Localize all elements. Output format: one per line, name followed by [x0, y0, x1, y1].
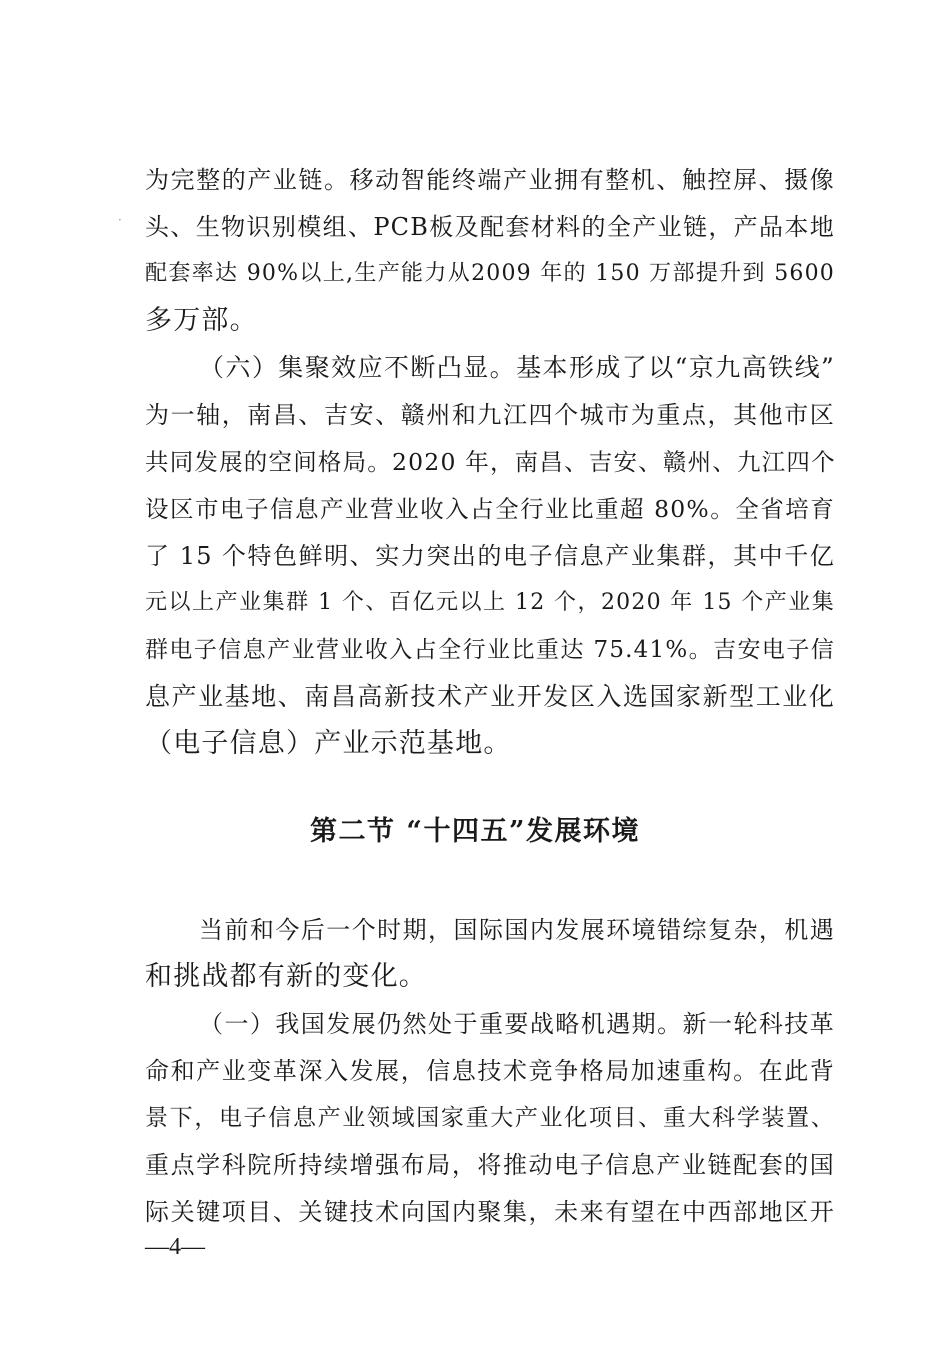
text-line: 群电子信息产业营业收入占全行业比重达 75.41%。吉安电子信 — [145, 637, 835, 663]
text-line: 景下，电子信息产业领域国家重大产业化项目、重大科学装置、 — [145, 1105, 835, 1131]
page-number: —4— — [145, 1234, 205, 1260]
text-line: 重点学科院所持续增强布局，将推动电子信息产业链配套的国 — [145, 1151, 835, 1179]
section-heading: 第二节 “十四五”发展环境 — [310, 816, 640, 847]
text-line: 息产业基地、南昌高新技术产业开发区入选国家新型工业化 — [145, 682, 835, 711]
text-line: 了 15 个特色鲜明、实力突出的电子信息产业集群，其中千亿 — [145, 542, 835, 570]
text-line: （一）我国发展仍然处于重要战略机遇期。新一轮科技革 — [199, 1010, 835, 1038]
text-line: 当前和今后一个时期，国际国内发展环境错综复杂，机遇 — [199, 916, 835, 944]
text-line: 头、生物识别模组、PCB板及配套材料的全产业链，产品本地 — [145, 213, 835, 241]
text-line: （电子信息）产业示范基地。 — [145, 728, 512, 759]
scan-margin-mark: · — [118, 213, 122, 227]
text-line: 际关键项目、关键技术向国内聚集，未来有望在中西部地区开 — [145, 1198, 835, 1226]
text-line: 和挑战都有新的变化。 — [145, 961, 427, 992]
text-line: 元以上产业集群 1 个、百亿元以上 12 个，2020 年 15 个产业集 — [145, 590, 835, 615]
text-line: 命和产业变革深入发展，信息技术竞争格局加速重构。在此背 — [145, 1057, 835, 1085]
text-line: 共同发展的空间格局。2020 年，南昌、吉安、赣州、九江四个 — [145, 448, 836, 476]
text-line: 为一轴，南昌、吉安、赣州和九江四个城市为重点，其他市区 — [145, 401, 835, 429]
text-line: （六）集聚效应不断凸显。基本形成了以“京九高铁线” — [199, 353, 835, 382]
text-line: 配套率达 90%以上,生产能力从2009 年的 150 万部提升到 5600 — [145, 261, 835, 286]
text-line: 为完整的产业链。移动智能终端产业拥有整机、触控屏、摄像 — [145, 166, 835, 194]
text-line: 多万部。 — [145, 305, 258, 336]
text-line: 设区市电子信息产业营业收入占全行业比重超 80%。全省培育 — [145, 495, 835, 523]
